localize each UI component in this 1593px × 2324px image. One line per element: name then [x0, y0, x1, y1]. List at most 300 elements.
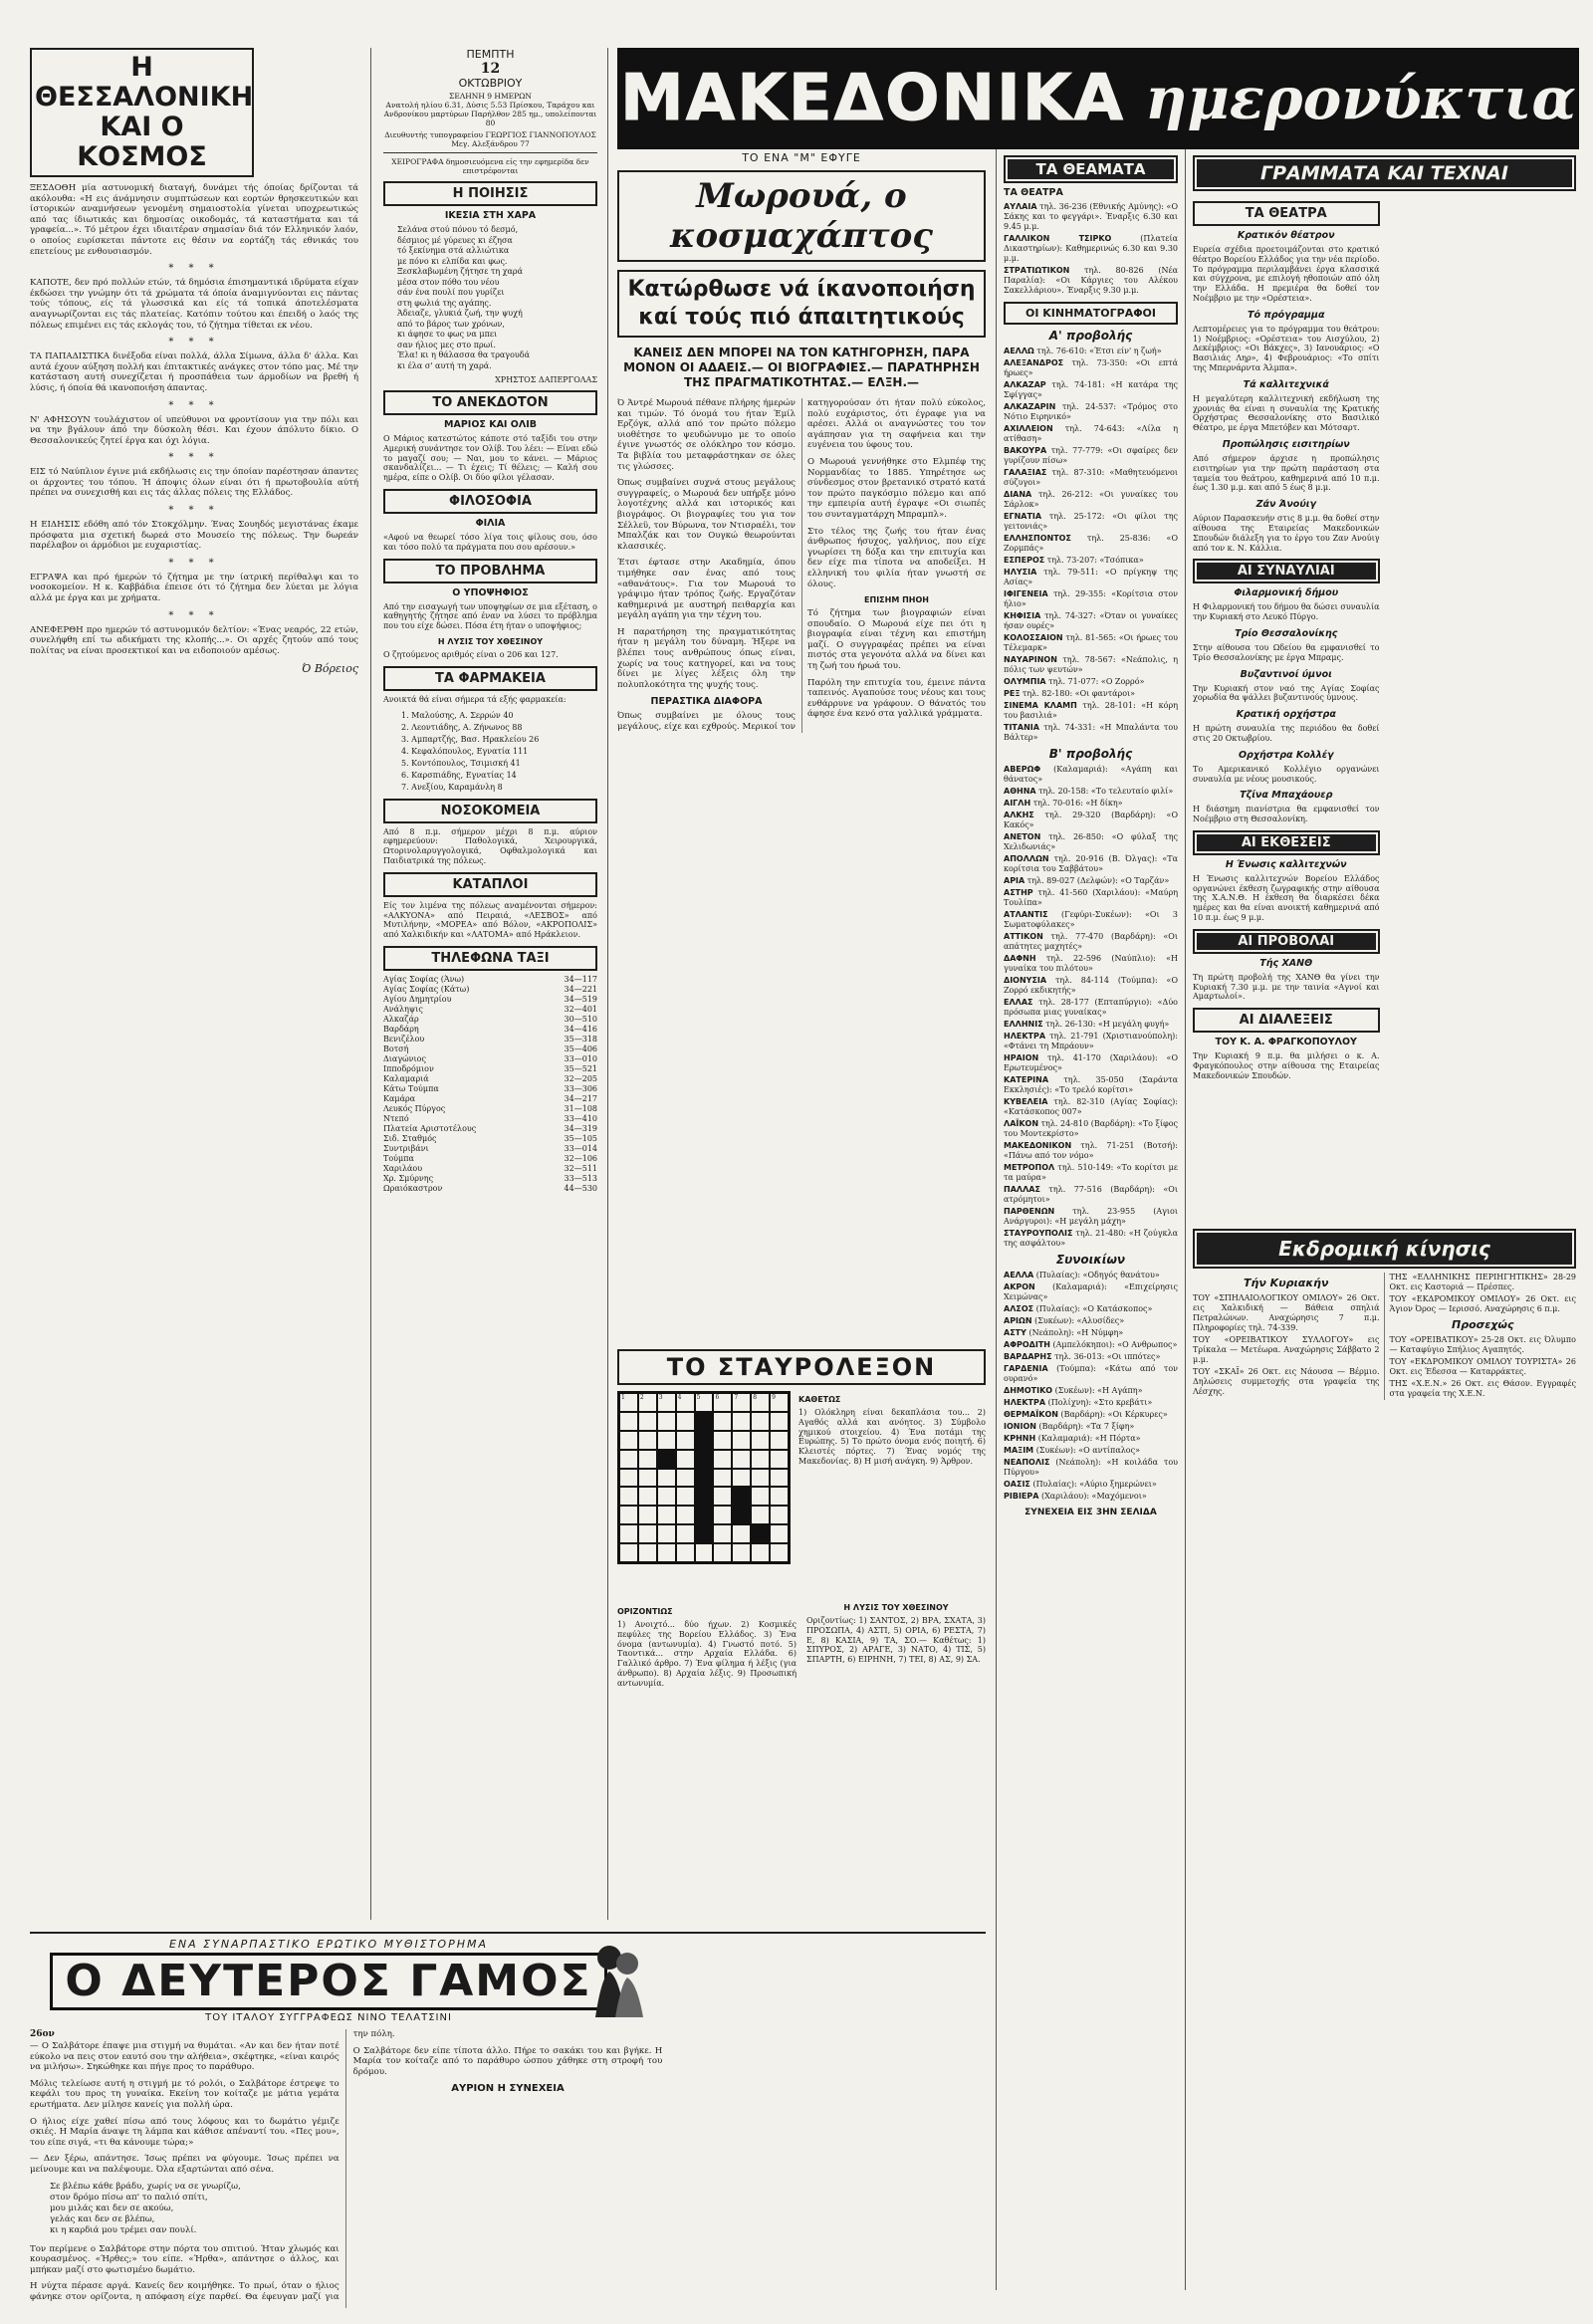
- taxi-phone: 32—106: [564, 1153, 597, 1163]
- paragraph: Ό Άντρέ Μωρουά πέθανε πλήρης ήμερών και τιμών. Τό όνομά του ήταν Έμίλ Ερζόγκ, αλλά από τον πρώτο πόλεμο υιοθέτησε το ψευδώνυμο με το οποίο έγινε γνωστός σε ολόκληρο τον κόσμο. Τα βιβλία του μεταφράστηκαν σε όλες τις γλώσσες.: [617, 398, 796, 472]
- list-item: 1. Μαλούσης, Α. Σερρών 40: [401, 710, 514, 720]
- crossword-cell: 5: [695, 1393, 714, 1412]
- list-item: [1004, 1434, 1178, 1444]
- venue-name: ΗΛΥΣΙΑ: [1004, 568, 1037, 577]
- taxi-stand: Βαρδάρη: [383, 1024, 419, 1034]
- venue-details: τηλ. 41-560 (Χαριλάου): «Μαύρη Τουλίπα»: [1004, 888, 1178, 907]
- list-item: [1004, 689, 1178, 699]
- concert-text: Το Αμερικανικό Κολλέγιο οργανώνει συναυλία με νέους μουσικούς.: [1193, 764, 1380, 784]
- taxi-phone: 33—306: [564, 1083, 597, 1093]
- list-item: 4. Κεφαλόπουλος, Εγνατία 111: [401, 746, 529, 756]
- list-item: [1004, 1316, 1178, 1326]
- anecdote-text: Ο Μάριος κατεστώτος κάποτε στό ταξίδι του στην Αμερική συνάντησε τον Ολίβ. Του λέει: — Είναι εδώ το μαγαζί σου; — Ναι, μου το κάνει. — Μάριος σκανδαλίζει... — Τι έχεις; Τί θέλεις; — Καλή σου ημέρα, είπε ο Ολίβ. Οι δύο φίλοι γέλασαν.: [383, 434, 597, 483]
- venue-details: (Καλαμαριά): «Αγάπη και θάνατος»: [1004, 765, 1178, 784]
- theatre-heading: ΤΑ ΘΕΑΤΡΑ: [1193, 201, 1380, 226]
- poem-line: μέσα στον πόθο του νέου: [397, 277, 500, 287]
- verse-line: γελάς και δεν σε βλέπω,: [50, 2213, 155, 2224]
- crossword-cell: [751, 1543, 770, 1562]
- taxi-phone: 34—416: [564, 1024, 597, 1034]
- taxi-row: [383, 1054, 597, 1064]
- presale-heading: Προπώλησις εισιτηρίων: [1222, 438, 1350, 450]
- crossword-cell: [619, 1469, 638, 1488]
- column-title-line1: Η ΘΕΣΣΑΛΟΝΙΚΗ: [35, 52, 254, 113]
- taxi-table: [383, 975, 597, 1194]
- paragraph: Μόλις τελείωσε αυτή η στιγμή με τό ρολόι, ο Σαλβάτορε έστρεψε το κεφάλι του προς τη γυναίκα. Εκείνη τον κοίταζε με μάτια γεμάτα ερωτήματα. Δεν μίλησε κανείς για πολλή ώρα.: [30, 2078, 340, 2110]
- crossword-cell: [657, 1524, 676, 1543]
- venue-details: (Γεφύρι-Συκέων): «Οι 3 Σωματοφύλακες»: [1004, 910, 1178, 929]
- list-item: [1004, 832, 1178, 852]
- pharmacy-list: [383, 711, 597, 793]
- paragraph: Ο Σαλβάτορε δεν είπε τίποτα άλλο. Πήρε το σακάκι του και βγήκε. Η Μαρία τον κοίταζε από το παράθυρο ώσπου χάθηκε στη στροφή του δρόμου.: [352, 2045, 663, 2077]
- venue-name: ΔΙΟΝΥΣΙΑ: [1004, 976, 1047, 985]
- venue-name: ΓΑΛΛΙΚΟΝ ΤΣΙΡΚΟ: [1004, 234, 1112, 243]
- paragraph: ΚΑΠΟΤΕ, δεν πρό πολλών ετών, τά δημόσια έπισημαντικά ιδρύματα είχαν έκδώσει την γνώμην ότι τά χρώματα τά όποία άναμιγνύονται εις πάντας τούς τόπους, είς τά γλωσσικά και είς τά τοπικά άποτελέσματα αναγνωρίζονται εις τάς πλατείας. Κατόπιν τούτου και έπειδή ο λαός της πόλεως επιμένει εις τάς εκλογάς του, τό ζήτημα τίθεται εκ νέου.: [30, 278, 358, 331]
- taxi-phone: 35—318: [564, 1034, 597, 1044]
- crossword-section: [617, 1349, 986, 1598]
- lectures-heading: ΑΙ ΔΙΑΛΕΞΕΙΣ: [1193, 1008, 1380, 1033]
- serial-author: ΤΟΥ ΙΤΑΛΟΥ ΣΥΓΓΡΑΦΕΩΣ ΝΙΝΟ ΤΕΛΑΤΣΙΝΙ: [205, 2012, 452, 2023]
- list-item: [1004, 490, 1178, 510]
- list-item: [1004, 1097, 1178, 1117]
- venue-details: (Νεάπολη): «Η Νύμφη»: [1025, 1328, 1124, 1337]
- list-item: [1004, 1352, 1178, 1362]
- list-item: 7. Ανεξίου, Καραμάνλη 8: [401, 782, 503, 792]
- venue-name: ΑΘΗΝΑ: [1004, 787, 1036, 796]
- crossword-black-cell: [732, 1506, 751, 1524]
- list-item: [1004, 402, 1178, 422]
- list-item: ΤΗΣ «Χ.Ε.Ν.» 26 Οκτ. εις Θάσον. Εγγραφές στα γραφεία της Χ.Ε.Ν.: [1389, 1379, 1576, 1398]
- paragraph: ΕΙΣ τό Ναύπλιον έγινε μιά εκδήλωσις εις την όποίαν παρέστησαν άπαντες οι άρχοντες του τόπου. Ή άποψις όλων είναι ότι ή πρωτοβουλία αύτή πρέπει να συνεχισθή και εις τάς άλλας πόλεις της Ελλάδος.: [30, 467, 358, 499]
- taxi-row: [383, 1114, 597, 1124]
- venue-name: ΑΙΓΛΗ: [1004, 799, 1031, 808]
- crossword-cell: [638, 1506, 657, 1524]
- venue-details: τηλ. 76-610: «Έτσι είν' η ζωή»: [1033, 347, 1162, 355]
- poem-line: δέσμιος μέ γύρευες κι έζησα: [397, 235, 513, 245]
- venue-details: τηλ. 74-181: «Η κατάρα της Σφίγγας»: [1004, 380, 1178, 399]
- crossword-cell: [657, 1543, 676, 1562]
- list-item: 3. Αμπαρτζής, Βασ. Ηρακλείου 26: [401, 734, 540, 744]
- crossword-cell: 3: [657, 1393, 676, 1412]
- cinemas-heading: ΟΙ ΚΙΝΗΜΑΤΟΓΡΑΦΟΙ: [1004, 302, 1178, 325]
- daily-info-column: [383, 48, 597, 1920]
- venue-name: ΑΝΕΤΟΝ: [1004, 832, 1041, 841]
- crossword-cell: [751, 1487, 770, 1506]
- list-item: [1004, 1075, 1178, 1095]
- venue-details: (Χαριλάου): «Μαχόμενοι»: [1038, 1492, 1147, 1501]
- venue-details: (Καλαμαριά): «Η Πόρτα»: [1035, 1434, 1141, 1443]
- taxi-row: [383, 1164, 597, 1174]
- list-item: [1004, 1053, 1178, 1073]
- venue-name: ΑΣΤΗΡ: [1004, 888, 1033, 897]
- exhibition-title: Η Ένωσις καλλιτεχνών: [1225, 858, 1347, 870]
- poem-line: σάν ένα πουλί που γυρίζει: [397, 288, 505, 297]
- anecdote-title: ΜΑΡΙΟΣ ΚΑΙ ΟΛΙΒ: [444, 419, 537, 430]
- poem-author: ΧΡΗΣΤΟΣ ΔΑΠΕΡΓΟΛΑΣ: [495, 375, 597, 384]
- venue-name: ΙΦΙΓΕΝΕΙΑ: [1004, 589, 1048, 598]
- taxi-phone: 32—511: [564, 1163, 597, 1173]
- list-item: [1004, 234, 1178, 264]
- list-item: [1004, 1492, 1178, 1502]
- crossword-cell: 9: [770, 1393, 789, 1412]
- concert-text: Την Κυριακή στον ναό της Αγίας Σοφίας χορωδία θα ψάλλει βυζαντινούς ύμνους.: [1193, 683, 1380, 703]
- list-item: [1004, 446, 1178, 466]
- venue-details: (Πυλαίας): «Ο Κατάσκοπος»: [1033, 1304, 1153, 1313]
- taxi-stand: Διαγώνιος: [383, 1053, 426, 1063]
- venue-name: ΣΤΑΥΡΟΥΠΟΛΙΣ: [1004, 1229, 1073, 1238]
- manuscripts-note: ΧΕΙΡΟΓΡΑΦΑ δημοσιευόμενα είς την εφημερίδα δεν επιστρέφονται: [391, 157, 589, 175]
- paragraph: Την Κυριακή 9 π.μ. θα μιλήσει ο κ. Α. Φραγκόπουλος στην αίθουσα της Εταιρείας Μακεδονικών Σπουδών.: [1193, 1051, 1380, 1080]
- cinemas-first-run-list: [1004, 347, 1178, 743]
- taxi-phone: 33—410: [564, 1113, 597, 1123]
- taxi-stand: Ιπποδρόμιον: [383, 1063, 434, 1073]
- crossword-cell: [770, 1487, 789, 1506]
- venue-name: ΓΑΛΑΞΙΑΣ: [1004, 468, 1047, 477]
- list-item: ΤΟΥ «ΕΚΔΡΟΜΙΚΟΥ ΟΜΙΛΟΥ ΤΟΥΡΙΣΤΑ» 26 Οκτ. εις Έδεσσα — Καταρράκτες.: [1389, 1357, 1576, 1376]
- excursions-heading: Εκδρομική κίνησις: [1193, 1229, 1576, 1269]
- crossword-cell: [657, 1412, 676, 1431]
- taxi-phone: 33—513: [564, 1173, 597, 1183]
- list-item: [1004, 723, 1178, 743]
- taxi-stand: Χαριλάου: [383, 1163, 423, 1173]
- paragraph: Η παρατήρηση της πραγματικότητας ήταν η μεγάλη του δύναμη. Ήξερε να βλέπει τους ανθρώπους όπως είναι, χωρίς να τους κατηγορεί, και να τους δίνει με λίγες λέξεις όλη την πολυπλοκότητα της ψυχής τους.: [617, 626, 796, 690]
- venue-details: τηλ. 80-826 (Νέα Παραλία): «Οι Κάργιες του Αλέκου Σακελλάριου». Έναρξις 9.30 μ.μ.: [1004, 266, 1178, 295]
- venue-name: ΑΣΤΥ: [1004, 1328, 1026, 1337]
- problem-text: Από την εισαγωγή των υποψηφίων σε μια εξέταση, ο καθηγητής ζήτησε από έναν να λύσει το πρόβλημα που του είχε δώσει. Πόσα έτη ήταν ο υποψήφιος;: [383, 601, 597, 631]
- list-item: [1004, 799, 1178, 809]
- venue-name: ΑΛΚΑΖΑΡ: [1004, 380, 1046, 389]
- venue-details: τηλ. 510-149: «Το κορίτσι με τα μαύρα»: [1004, 1163, 1178, 1182]
- venue-name: ΑΤΤΙΚΟΝ: [1004, 932, 1043, 941]
- paragraph: Όπως συμβαίνει συχνά στους μεγάλους συγγραφείς, ο Μωρουά δεν υπήρξε μόνο λογοτέχνης αλλά και ιστορικός και βιογράφος. Οι βιογραφίες του για τον Σέλλεϋ, τον Βύρωνα, τον Ντισραέλι, τον Μπαλζάκ και τον Ουγκώ θεωρούνται κλασσικές.: [617, 478, 796, 552]
- crossword-cell: [638, 1450, 657, 1469]
- list-item: ΤΟΥ «ΕΚΔΡΟΜΙΚΟΥ ΟΜΙΛΟΥ» 26 Οκτ. εις Άγιον Όρος — Ιερισσό. Αναχώρησις 6 π.μ.: [1389, 1294, 1576, 1313]
- list-item: [1004, 854, 1178, 874]
- list-item: [1004, 1304, 1178, 1314]
- poem-line: σαν ήλιος μες στο πρωί.: [397, 340, 496, 349]
- crossword-black-cell: [695, 1431, 714, 1450]
- crossword-cell: [676, 1487, 695, 1506]
- crossword-cell: [770, 1412, 789, 1431]
- venue-name: ΔΑΦΝΗ: [1004, 954, 1036, 963]
- poem-line: Άδειαζε, γλυκιά ζωή, την ψυχή: [397, 309, 523, 318]
- article-signature: ΕΠΙΣΗΜ ΠΗΟΗ: [864, 595, 929, 605]
- crossword-grid: [617, 1391, 791, 1564]
- taxi-phone: 33—010: [564, 1053, 597, 1063]
- taxi-phone: 35—105: [564, 1133, 597, 1143]
- list-item: [1004, 512, 1178, 532]
- separator-stars: * * *: [168, 557, 220, 569]
- crossword-cell: [713, 1524, 732, 1543]
- list-item: [1004, 998, 1178, 1018]
- crossword-cell: [751, 1469, 770, 1488]
- separator-stars: * * *: [168, 505, 220, 517]
- crossword-down-heading: ΚΑΘΕΤΩΣ: [798, 1395, 841, 1404]
- moon-phase: ΣΕΛΗΝΗ 9 ΗΜΕΡΩΝ: [449, 92, 532, 101]
- list-item: [1004, 677, 1178, 687]
- venue-name: ΑΚΡΟΝ: [1004, 1282, 1035, 1291]
- crossword-cell: [713, 1543, 732, 1562]
- poem-line: Έλα! κι η θάλασσα θα τραγουδά: [397, 350, 530, 359]
- venue-name: ΡΕΞ: [1004, 689, 1021, 698]
- venue-name: ΔΗΜΟΤΙΚΟ: [1004, 1386, 1053, 1395]
- taxi-row: [383, 1005, 597, 1015]
- crossword-across-heading: ΟΡΙΖΟΝΤΙΩΣ: [617, 1607, 673, 1616]
- article-headline-box: [617, 170, 986, 262]
- poem-line: κι άφησε το φως να μπει: [397, 330, 498, 339]
- venue-name: ΒΑΚΟΥΡΑ: [1004, 446, 1047, 455]
- venue-name: ΝΑΥΑΡΙΝΟΝ: [1004, 655, 1057, 664]
- list-item: [1004, 1271, 1178, 1280]
- crossword-cell: [619, 1412, 638, 1431]
- list-item: [1004, 380, 1178, 400]
- taxi-row: [383, 1025, 597, 1035]
- crossword-cell: [751, 1412, 770, 1431]
- venue-details: τηλ. 20-916 (Β. Όλγας): «Τα κορίτσια του Σαββάτου»: [1004, 854, 1178, 873]
- venue-name: ΒΑΡΔΑΡΗΣ: [1004, 1352, 1052, 1361]
- venue-name: ΤΙΤΑΝΙΑ: [1004, 723, 1039, 732]
- taxi-row: [383, 1154, 597, 1164]
- venue-name: ΑΠΟΛΛΩΝ: [1004, 854, 1049, 863]
- poem-line: κι έλα σ' αυτή τη χαρά.: [397, 360, 492, 370]
- venue-details: (Καλαμαριά): «Επιχείρησις Χειμώνας»: [1004, 1282, 1178, 1301]
- paragraph: ΕΓΡΑΨΑ και πρό ήμερών τό ζήτημα με την ίατρική περίθαλψι και το νοσοκομείον. Η κ. Καββάδια έπεισε ότι τό ζήτημα δεν λύεται με λόγια αλλά με έργα και με χρήματα.: [30, 572, 358, 604]
- taxi-row: [383, 1144, 597, 1154]
- crossword-cell: [676, 1506, 695, 1524]
- taxi-phone: 35—521: [564, 1063, 597, 1073]
- venue-details: (Βαρδάρη): «Τα 7 ξίφη»: [1035, 1422, 1135, 1431]
- serial-title-box: [50, 1953, 607, 2010]
- taxi-stand: Ντεπό: [383, 1113, 409, 1123]
- venue-name: ΑΒΕΡΩΦ: [1004, 765, 1041, 774]
- crossword-cell: [732, 1469, 751, 1488]
- taxi-row: [383, 1035, 597, 1045]
- concert-title: Φιλαρμονική δήμου: [1234, 587, 1339, 599]
- philosophy-title: ΦΙΛΙΑ: [475, 517, 506, 529]
- list-item: ΤΗΣ «ΕΛΛΗΝΙΚΗΣ ΠΕΡΙΗΓΗΤΙΚΗΣ» 28-29 Οκτ. εις Καστοριά — Πρέσπες.: [1389, 1273, 1576, 1291]
- venue-details: τηλ. 24-810 (Βαρδάρη): «Το ξίφος του Μοντεκρίστο»: [1004, 1119, 1178, 1138]
- crossword-cell: [657, 1469, 676, 1488]
- venue-details: τηλ. 77-516 (Βαρδάρη): «Οι ατρόμητοι»: [1004, 1185, 1178, 1204]
- venue-details: τηλ. 74-331: «Η Μπαλάντα του Βάλτερ»: [1004, 723, 1178, 742]
- verse-line: Σε βλέπω κάθε βράδυ, χωρίς να σε γνωρίζω,: [50, 2181, 241, 2192]
- section-rule: [30, 1932, 986, 1934]
- venue-name: ΚΥΒΕΛΕΙΑ: [1004, 1097, 1048, 1106]
- taxi-phone: 35—406: [564, 1044, 597, 1053]
- pharmacy-intro: Ανοικτά θά είναι σήμερα τά εξής φαρμακεία:: [383, 694, 567, 704]
- taxi-stand: Λευκός Πύργος: [383, 1103, 446, 1113]
- crossword-black-cell: [751, 1524, 770, 1543]
- month: ΟΚΤΩΒΡΙΟΥ: [458, 77, 523, 90]
- crossword-across-clues: 1) Ανοιχτό... δύο ήχων. 2) Κοσμικές πεφύλες της Βορείου Ελλάδος. 3) Ένα όνομα (αντωνυμία). 4) Γνωστό ποτό. 5) Ταοντικά... στην Αρχαία Ελλάδα. 6) Γαλλικό άρθρο. 7) Ένα φίλημα ή λέξις (για άνθρωπο). 8) Αρχαία λέξις. 9) Προσωπική αντωνυμία.: [617, 1620, 796, 1688]
- venue-name: ΑΡΙΑ: [1004, 876, 1025, 885]
- taxi-row: [383, 995, 597, 1005]
- taxi-row: [383, 985, 597, 995]
- crossword-cell: [713, 1450, 732, 1469]
- list-item: [1004, 266, 1178, 296]
- crossword-black-cell: [695, 1450, 714, 1469]
- crossword-cell: [676, 1412, 695, 1431]
- venue-name: ΕΛΛΗΝΙΣ: [1004, 1020, 1043, 1029]
- crossword-cell: [770, 1431, 789, 1450]
- crossword-cell: [713, 1487, 732, 1506]
- serial-continued: ΑΥΡΙΟΝ Η ΣΥΝΕΧΕΙΑ: [451, 2083, 565, 2095]
- list-item: [1004, 424, 1178, 444]
- excursions-upcoming-list: [1390, 1335, 1577, 1399]
- taxi-row: [383, 1015, 597, 1025]
- masthead-title-right: ημερονύκτια: [1145, 65, 1576, 132]
- venue-details: τηλ. 26-130: «Η μεγάλη φυγή»: [1042, 1020, 1170, 1029]
- taxi-stand: Καλαμαριά: [383, 1073, 429, 1083]
- paragraph: Η μεγαλύτερη καλλιτεχνική εκδήλωση της χρονιάς θα είναι η συναυλία της Κρατικής Ορχήστρας Θεσσαλονίκης στο Βασιλικό Θέατρο, με έργα Μπετόβεν και Μότσαρτ.: [1193, 393, 1380, 433]
- crossword-cell: [619, 1450, 638, 1469]
- venue-details: τηλ. 20-158: «Το τελευταίο φιλί»: [1035, 787, 1174, 796]
- list-item: [1004, 1410, 1178, 1420]
- concerts-list: [1193, 587, 1380, 824]
- crossword-cell: [638, 1524, 657, 1543]
- venue-details: τηλ. 21-791 (Χριστιανούπολη): «Φτάνει τη Μπράουν»: [1004, 1032, 1178, 1050]
- list-item: [1004, 347, 1178, 356]
- venue-name: ΕΓΝΑΤΙΑ: [1004, 512, 1042, 521]
- anouilh-heading: Ζάν Άνούιγ: [1255, 499, 1316, 511]
- list-item: [1004, 787, 1178, 797]
- poem: [383, 225, 597, 371]
- paragraph: ΤΑ ΠΑΠΑΔΙΣΤΙΚΑ δινέξοδα είναι πολλά, άλλα Σίμωνα, άλλα δ' άλλα. Και αυτά έχουν αύξηση πολλή και έπιτακτικές ανάγκες στον τόπο μας. Μέ την κατάσταση αυτή συνεχίζεται ή προσπάθεια των άρμοδίων να βρεθή ή λύσις, ή όποία θά ικανοποιήση άπαντας.: [30, 351, 358, 393]
- crossword-cell: [732, 1450, 751, 1469]
- crossword-cell: [638, 1543, 657, 1562]
- column-rule: [607, 48, 608, 1920]
- list-item: [1004, 1119, 1178, 1139]
- weekday: ΠΕΜΠΤΗ: [466, 48, 515, 61]
- crossword-cell: 1: [619, 1393, 638, 1412]
- concert-title: Τρίο Θεσσαλονίκης: [1235, 627, 1338, 639]
- venue-name: ΓΑΡΔΕΝΙΑ: [1004, 1364, 1048, 1373]
- venue-name: ΑΛΚΗΣ: [1004, 811, 1034, 819]
- taxi-stand: Πλατεία Αριστοτέλους: [383, 1123, 477, 1133]
- list-item: 6. Καρσπιάδης, Εγνατίας 14: [401, 770, 517, 780]
- crossword-cell: [770, 1450, 789, 1469]
- list-item: 5. Κοντόπουλος, Τσιμισκή 41: [401, 758, 521, 768]
- taxi-phone: 34—519: [564, 994, 597, 1004]
- crossword-cell: [676, 1543, 695, 1562]
- serial-banner: [50, 1938, 607, 2023]
- crossword-cell: [751, 1450, 770, 1469]
- concert-text: Η Φιλαρμονική του δήμου θα δώσει συναυλία την Κυριακή στο Λευκό Πύργο.: [1193, 602, 1380, 622]
- crossword-cell: 2: [638, 1393, 657, 1412]
- venue-details: (Πυλαίας): «Οδηγός θανάτου»: [1033, 1271, 1160, 1279]
- screenings-heading: ΑΙ ΠΡΟΒΟΛΑΙ: [1193, 929, 1380, 954]
- crossword-cell: [713, 1469, 732, 1488]
- venue-details: τηλ. 82-310 (Αγίας Σοφίας): «Κατάσκοπος 007»: [1004, 1097, 1178, 1116]
- taxi-row: [383, 1084, 597, 1094]
- crossword-cell: [751, 1506, 770, 1524]
- crossword-cell: 4: [676, 1393, 695, 1412]
- venue-details: (Πολίχνη): «Στο κρεβάτι»: [1045, 1398, 1153, 1407]
- taxi-phone: 30—510: [564, 1014, 597, 1024]
- venue-details: (Νεάπολη): «Η κοιλάδα του Πύργου»: [1004, 1458, 1178, 1477]
- venue-name: ΕΛΛΑΣ: [1004, 998, 1033, 1007]
- venue-details: (Πλατεία Δικαστηρίων): Καθημερινώς 6.30 και 9.30 μ.μ.: [1004, 234, 1178, 263]
- paragraph: Αύριον Παρασκευήν στις 8 μ.μ. θα δοθεί στην αίθουσα της Εταιρείας Μακεδονικών Σπουδών διάλεξη για το έργο του Ζαν Ανούιγ από τον κ. Ν. Κάλλια.: [1193, 514, 1380, 553]
- separator-stars: * * *: [168, 399, 220, 411]
- venue-name: ΣΤΡΑΤΙΩΤΙΚΟΝ: [1004, 266, 1070, 275]
- anecdote-heading: ΤΟ ΑΝΕΚΔΟΤΟΝ: [383, 390, 597, 415]
- taxi-phone: 34—319: [564, 1123, 597, 1133]
- list-item: ΤΟΥ «ΟΡΕΙΒΑΤΙΚΟΥ» 25-28 Οκτ. εις Όλυμπο — Καταφύγιο Σπήλιος Αγαπητός.: [1389, 1335, 1576, 1354]
- cinemas-second-run-heading: Β' προβολής: [1048, 747, 1133, 761]
- taxi-heading: ΤΗΛΕΦΩΝΑ ΤΑΞΙ: [383, 946, 597, 971]
- paragraph: Ο ήλιος είχε χαθεί πίσω από τους λόφους και το δωμάτιο γέμιζε σκιές. Η Μαρία άναψε τη λάμπα και κάθισε απέναντί του. «Πες μου», του είπε σιγά, «τι θα κάνουμε τώρα;»: [30, 2116, 340, 2148]
- venue-name: ΚΟΛΟΣΣΑΙΟΝ: [1004, 633, 1063, 642]
- signature: Ό Βόρειος: [302, 662, 358, 676]
- arrivals-text: Είς τον λιμένα της πόλεως αναμένονται σήμερον: «ΑΛΚΥΟΝΑ» από Πειραιά, «ΛΕΣΒΟΣ» από Μυτιλήνην, «ΜΟΡΕΑ» από Βόλον, «ΑΚΡΟΠΟΛΙΣ» από Χαλκιδικήν και «ΛΑΤΟΜΑ» από Ηράκλειον.: [383, 900, 597, 940]
- taxi-phone: 44—530: [564, 1183, 597, 1193]
- list-item: [1004, 1141, 1178, 1161]
- list-item: ΤΟΥ «ΣΚΑΪ» 26 Οκτ. εις Νάουσα — Βέρμιο. Δηλώσεις συμμετοχής στα γραφεία της Λέσχης.: [1193, 1367, 1380, 1396]
- venue-name: ΟΛΥΜΠΙΑ: [1004, 677, 1046, 686]
- taxi-row: [383, 1184, 597, 1194]
- crossword-cell: 6: [713, 1393, 732, 1412]
- arrivals-heading: ΚΑΤΑΠΛΟΙ: [383, 872, 597, 897]
- crossword-cell: [732, 1412, 751, 1431]
- crossword-cell: [638, 1412, 657, 1431]
- venue-details: τηλ. 77-779: «Οι σφαίρες δεν γυρίζουν πίσω»: [1004, 446, 1178, 465]
- crossword-cell: [732, 1543, 751, 1562]
- poetry-title: ΙΚΕΣΙΑ ΣΤΗ ΧΑΡΑ: [444, 210, 537, 221]
- list-item: [1004, 1458, 1178, 1478]
- taxi-stand: Τούμπα: [383, 1153, 414, 1163]
- venue-name: ΡΙΒΙΕΡΑ: [1004, 1492, 1039, 1501]
- serial-title: Ο ΔΕΥΤΕΡΟΣ ΓΑΜΟΣ: [65, 1956, 592, 2006]
- venue-details: τηλ. 79-511: «Ο πρίγκηψ της Ασίας»: [1004, 568, 1178, 586]
- taxi-phone: 34—217: [564, 1093, 597, 1103]
- poem-line: στη φωλιά της αγάπης.: [397, 298, 492, 308]
- arts-heading: Τά καλλιτεχνικά: [1243, 378, 1329, 390]
- article-kicker: ΤΟ ΕΝΑ "Μ" ΕΦΥΓΕ: [742, 151, 861, 164]
- taxi-row: [383, 1064, 597, 1074]
- taxi-stand: Χρ. Σμύρνης: [383, 1173, 434, 1183]
- taxi-row: [383, 1174, 597, 1184]
- list-item: [1004, 765, 1178, 785]
- list-item: [1004, 556, 1178, 566]
- paragraph: — Δεν ξέρω, απάντησε. Ίσως πρέπει να φύγουμε. Ίσως πρέπει να μείνουμε και να παλέψουμε. Όλα εξαρτώνται από σένα.: [30, 2154, 340, 2175]
- crossword-cell: [638, 1431, 657, 1450]
- taxi-row: [383, 1134, 597, 1144]
- crossword-cell: [638, 1469, 657, 1488]
- taxi-stand: Ωραιόκαστρον: [383, 1183, 443, 1193]
- list-item: [1004, 811, 1178, 830]
- venue-name: ΝΕΑΠΟΛΙΣ: [1004, 1458, 1050, 1467]
- excursions-upcoming-heading: Προσεχώς: [1451, 1318, 1514, 1331]
- taxi-phone: 34—117: [564, 974, 597, 984]
- poem-line: με πόνο κι ελπίδα και φως.: [397, 256, 508, 266]
- paragraph: Η νύχτα πέρασε αργά. Κανείς δεν κοιμήθηκε. Το πρωί, όταν ο ήλιος φάνηκε στον ορίζοντα, η απόφαση είχε παρθεί. Θα έφευγαν μαζί για την πόλη.: [30, 2029, 395, 2302]
- verse-line: στον δρόμο πίσω απ' το παλιό σπίτι,: [50, 2192, 208, 2203]
- list-item: [1004, 568, 1178, 587]
- list-item: [1004, 888, 1178, 908]
- list-item: [1004, 1185, 1178, 1205]
- venue-details: τηλ. 26-212: «Οι γυναίκες του Σάρλοκ»: [1004, 490, 1178, 509]
- maurois-article: [617, 149, 986, 1339]
- venue-details: τηλ. 84-114 (Τούμπα): «Ο Ζορρό εκδικητής»: [1004, 976, 1178, 995]
- editor-info: Διευθυντής τυπογραφείου ΓΕΩΡΓΙΟΣ ΓΙΑΝΝΟΠΟΥΛΟΣ Μεγ. Αλεξάνδρου 77: [384, 130, 596, 148]
- paragraph: Τη πρώτη προβολή της ΧΑΝΘ θα γίνει την Κυριακή 7.30 μ.μ. με την ταινία «Αγνοί και Αμαρτωλοί».: [1193, 972, 1380, 1002]
- concert-title: Ορχήστρα Κολλέγ: [1238, 749, 1334, 761]
- venue-details: τηλ. 71-251 (Βοτσή): «Πάνω από τον νόμο»: [1004, 1141, 1178, 1160]
- venue-details: τηλ. 22-596 (Ναύπλιο): «Η γυναίκα του πιλότου»: [1004, 954, 1178, 973]
- venue-details: τηλ. 25-172: «Οι φίλοι της γειτονιάς»: [1004, 512, 1178, 531]
- crossword-cell: [657, 1431, 676, 1450]
- paragraph: Λεπτομέρειες για το πρόγραμμα του θεάτρου: 1) Νοέμβριος: «Ορέστεια» του Αισχύλου, 2) Δεκέμβριος: «Οι Βάκχες», 3) Ιανουάριος: «Ο Βασιλιάς Ληρ», 4) Φεβρουάριος: «Το σπίτι της Μπερνάρντα Άλμπα».: [1193, 324, 1380, 372]
